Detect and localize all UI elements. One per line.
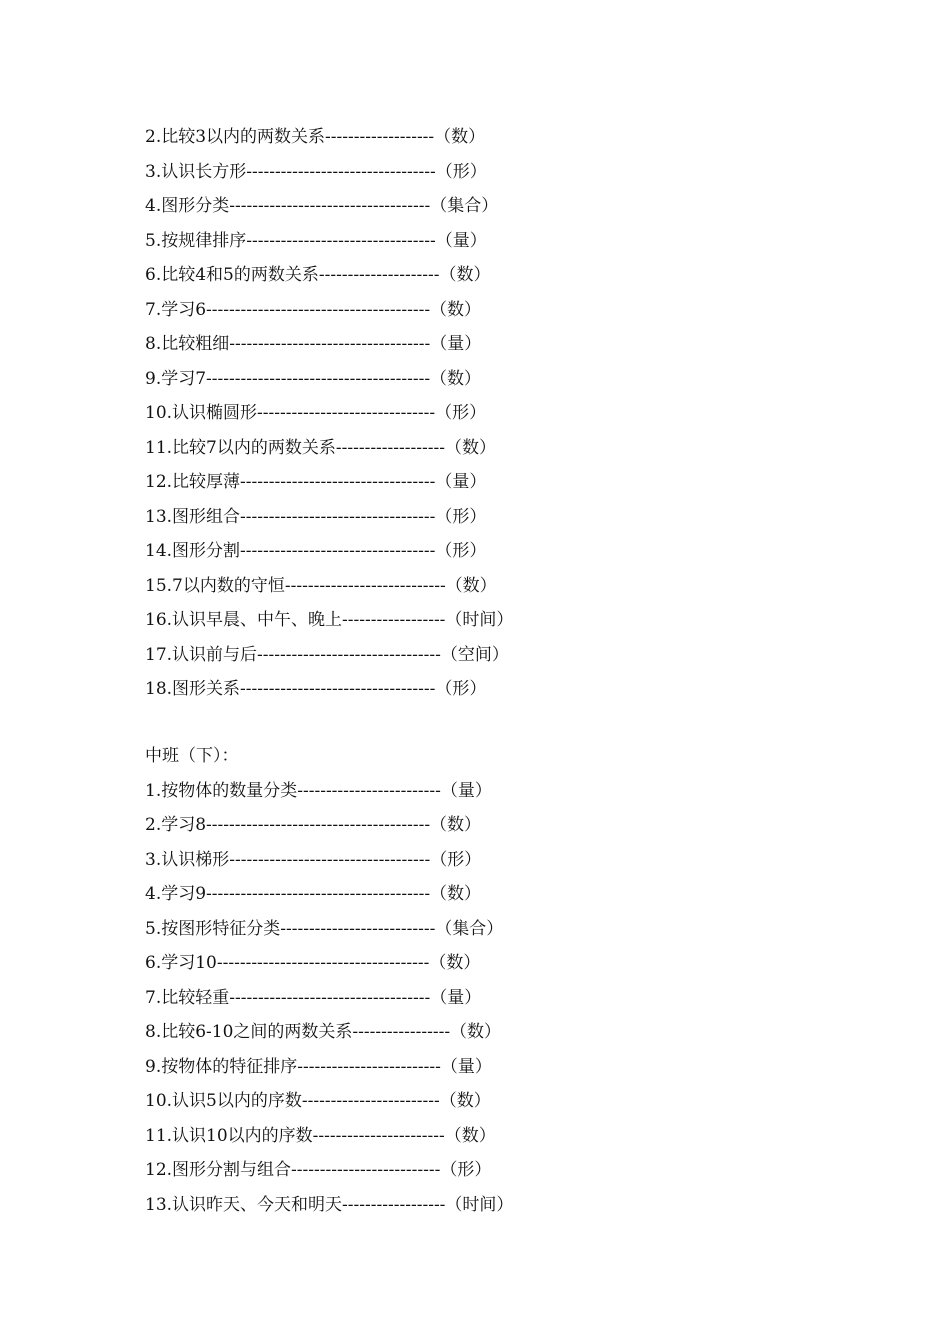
list-item: 5.按规律排序---------------------------------（量）: [145, 230, 487, 251]
list-item: 17.认识前与后--------------------------------（空间）: [145, 644, 509, 665]
list-item: 2.学习8---------------------------------------（数）: [145, 815, 482, 835]
list-item: 11.比较7以内的两数关系-------------------（数）: [145, 437, 496, 458]
list-item: 9.学习7---------------------------------------（数）: [145, 368, 482, 389]
list-item: 13.图形组合----------------------------------（形）: [145, 506, 487, 527]
list-item: 2.比较3以内的两数关系-------------------（数）: [145, 127, 486, 147]
list-item: 8.比较粗细-----------------------------------（量）: [145, 334, 482, 354]
list-item: 18.图形关系----------------------------------（形）: [145, 679, 487, 699]
list-item: 16.认识早晨、中午、晚上------------------（时间）: [145, 610, 514, 630]
lesson-list-middle-class-second-term: [145, 739, 865, 1222]
list-item: 7.比较轻重-----------------------------------（量）: [145, 987, 482, 1008]
list-item: 3.认识长方形---------------------------------（形）: [145, 161, 487, 182]
list-item: 9.按物体的特征排序-------------------------（量）: [145, 1056, 492, 1077]
list-item: 12.图形分割与组合--------------------------（形）: [145, 1160, 492, 1180]
list-item: 6.学习10-------------------------------------（数）: [145, 953, 481, 973]
lesson-list-part-1: [145, 120, 865, 707]
list-item: 1.按物体的数量分类-------------------------（量）: [145, 780, 492, 801]
list-item: 8.比较6-10之间的两数关系-----------------（数）: [145, 1022, 502, 1042]
list-item: 10.认识5以内的序数------------------------（数）: [145, 1091, 491, 1111]
section-heading: 中班（下）：: [145, 746, 239, 766]
list-item: 3.认识梯形-----------------------------------（形）: [145, 849, 482, 870]
list-item: 4.学习9---------------------------------------（数）: [145, 884, 482, 904]
list-item: 6.比较4和5的两数关系---------------------（数）: [145, 265, 491, 285]
list-item: 14.图形分割----------------------------------（形）: [145, 541, 487, 561]
list-item: 10.认识椭圆形-------------------------------（形）: [145, 403, 487, 423]
list-item: 13.认识昨天、今天和明天------------------（时间）: [145, 1194, 514, 1215]
list-item: 11.认识10以内的序数-----------------------（数）: [145, 1125, 496, 1146]
list-item: 7.学习6---------------------------------------（数）: [145, 299, 482, 320]
list-item: 5.按图形特征分类---------------------------（集合）: [145, 918, 504, 939]
list-item: 4.图形分类-----------------------------------（集合）: [145, 196, 499, 216]
list-item: 15.7以内数的守恒----------------------------（数）: [145, 575, 497, 596]
list-item: 12.比较厚薄----------------------------------（量）: [145, 472, 487, 492]
